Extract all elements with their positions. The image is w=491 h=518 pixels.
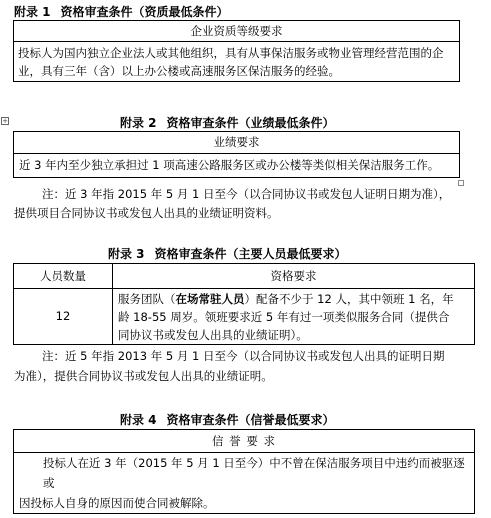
appendix2-body: 近 3 年内至少独立承担过 1 项高速公路服务区或办公楼等类似相关保洁服务工作。 xyxy=(14,154,460,178)
appendix4-title-text: 资格审查条件（信誉最低要求） xyxy=(166,413,335,427)
appendix3-req-line1 xyxy=(118,290,469,308)
appendix2-header: 业绩要求 xyxy=(14,132,460,154)
appendix3-col1-header: 人员数量 xyxy=(14,264,113,289)
appendix3-requirement xyxy=(113,289,475,345)
appendix3-note-line1: 注：近 5 年指 2013 年 5 月 1 日至今（以合同协议书或发包人出具的证明日期 xyxy=(42,349,445,363)
appendix1-number: 附录 1 xyxy=(14,5,51,19)
appendix3-req-emphasis: 在场常驻人员 xyxy=(175,291,245,306)
appendix3-count: 12 xyxy=(14,289,113,345)
appendix4-body-line1: 投标人在近 3 年（2015 年 5 月 1 日至今）中不曾在保洁服务项目中违约而被驱逐或 xyxy=(43,456,465,490)
appendix3-req-line1-b: ）配备不少于 12 人，其中领班 1 名，年 xyxy=(244,291,454,306)
appendix1-header: 企业资质等级要求 xyxy=(14,21,460,42)
appendix3-table xyxy=(13,263,475,345)
appendix2-number: 附录 2 xyxy=(120,116,157,130)
appendix2-title-text: 资格审查条件（业绩最低条件） xyxy=(166,116,335,130)
appendix4-header: 信 誉 要 求 xyxy=(14,430,475,453)
appendix2-title xyxy=(120,114,335,131)
appendix3-note-line2: 为准），提供合同协议书或发包人出具的业绩证明。 xyxy=(14,369,273,383)
table-move-handle-icon[interactable]: + xyxy=(2,117,8,125)
appendix4-body xyxy=(14,453,475,514)
appendix3-title xyxy=(108,245,347,262)
appendix3-req-line1-a: 服务团队（ xyxy=(118,291,176,306)
appendix2-note-line2: 提供项目合同协议书或发包人出具的业绩证明资料。 xyxy=(14,206,279,220)
appendix4-table xyxy=(13,429,475,514)
appendix3-title-text: 资格审查条件（主要人员最低要求） xyxy=(154,247,347,261)
appendix4-body-line2: 因投标人自身的原因而使合同被解除。 xyxy=(19,496,215,510)
appendix1-table xyxy=(13,20,460,82)
appendix1-title-text: 资格审查条件（资质最低条件） xyxy=(60,5,229,19)
appendix3-number: 附录 3 xyxy=(108,247,145,261)
appendix2-table xyxy=(13,131,460,178)
appendix1-title xyxy=(14,3,229,20)
appendix3-req-line3: 同协议书或发包人出具的业绩证明）。 xyxy=(118,327,308,342)
appendix2-note-line1: 注：近 3 年指 2015 年 5 月 1 日至今（以合同协议书或发包人证明日期为准）， xyxy=(42,187,451,201)
appendix1-body: 投标人为国内独立企业法人或其他组织，具有从事保洁服务或物业管理经营范围的企业，具有三年（含）以上办公楼或高速服务区保洁服务的经验。 xyxy=(14,42,460,82)
table-resize-handle-icon[interactable] xyxy=(458,180,464,186)
appendix3-req-line2: 龄 18-55 周岁。领班要求近 5 年有过一项类似服务合同（提供合 xyxy=(118,309,450,324)
appendix3-col2-header: 资格要求 xyxy=(113,264,475,289)
appendix4-title xyxy=(120,411,335,428)
appendix4-number: 附录 4 xyxy=(120,413,157,427)
